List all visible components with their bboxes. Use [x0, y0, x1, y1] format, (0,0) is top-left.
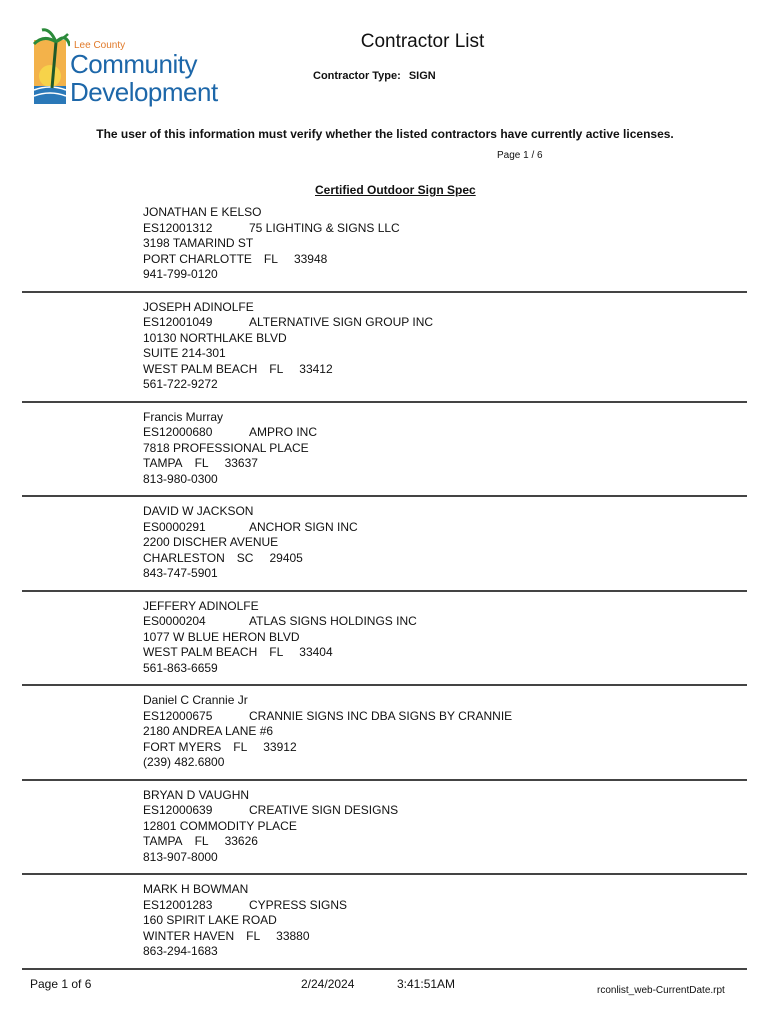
contractor-record [143, 882, 347, 960]
license-row [143, 803, 398, 819]
address-line: 3198 TAMARIND ST [143, 236, 254, 250]
company-name: ANCHOR SIGN INC [249, 519, 358, 534]
record-divider [22, 968, 747, 970]
address-line: 1077 W BLUE HERON BLVD [143, 629, 300, 644]
city: TAMPA [143, 834, 183, 848]
company-name: 75 LIGHTING & SIGNS LLC [249, 220, 400, 235]
contractor-name: JEFFERY ADINOLFE [143, 598, 259, 613]
license-row [143, 898, 347, 914]
contractor-name: Francis Murray [143, 409, 224, 424]
address-line: 2200 DISCHER AVENUE [143, 535, 279, 549]
address-line: 7818 PROFESSIONAL PLACE [143, 440, 309, 455]
record-divider [22, 495, 747, 497]
company-name: ALTERNATIVE SIGN GROUP INC [249, 315, 434, 329]
license-number: ES12000675 [143, 708, 213, 723]
city-state-zip [143, 456, 317, 472]
record-divider [22, 401, 747, 403]
phone: (239) 482.6800 [143, 755, 225, 769]
contractor-record [143, 205, 400, 283]
record-divider [22, 684, 747, 686]
city-state-zip [143, 645, 417, 661]
palm-tree-logo-icon [30, 28, 70, 108]
contractor-name: Daniel C Crannie Jr [143, 693, 248, 707]
contractor-name: JONATHAN E KELSO [143, 205, 262, 219]
state: FL [194, 456, 209, 470]
phone: 863-294-1683 [143, 944, 218, 958]
city: WEST PALM BEACH [143, 645, 258, 659]
address-line: SUITE 214-301 [143, 346, 226, 360]
footer-date: 2/24/2024 [301, 977, 355, 991]
contractor-name: BRYAN D VAUGHN [143, 787, 250, 802]
contractor-type-value: SIGN [408, 70, 436, 82]
company-name: CRANNIE SIGNS INC DBA SIGNS BY CRANNIE [249, 708, 513, 723]
city-state-zip [143, 929, 347, 945]
state: SC [236, 550, 254, 565]
zip: 33626 [224, 834, 258, 848]
phone: 813-907-8000 [143, 849, 218, 864]
license-row [143, 425, 317, 441]
license-number: ES12000680 [143, 425, 213, 439]
license-row [143, 520, 358, 536]
company-name: CYPRESS SIGNS [249, 897, 348, 912]
page-indicator: Page 1 / 6 [497, 150, 543, 161]
license-row [143, 315, 433, 331]
city-state-zip [143, 740, 512, 756]
phone: 941-799-0120 [143, 267, 218, 281]
company-name: AMPRO INC [249, 425, 318, 439]
city: WINTER HAVEN [143, 928, 235, 943]
contractor-record [143, 300, 433, 393]
logo-community-text: Community [70, 49, 197, 79]
zip: 29405 [269, 550, 303, 565]
city-state-zip [143, 834, 398, 850]
city: PORT CHARLOTTE [143, 251, 252, 266]
address-line: 10130 NORTHLAKE BLVD [143, 330, 287, 345]
contractor-record [143, 788, 398, 866]
state: FL [233, 739, 248, 754]
zip: 33948 [293, 251, 328, 266]
zip: 33412 [299, 361, 333, 376]
license-row [143, 221, 400, 237]
city-state-zip [143, 362, 433, 378]
section-title: Certified Outdoor Sign Spec [315, 183, 476, 197]
license-number: ES0000291 [143, 519, 206, 534]
license-number: ES0000204 [143, 614, 206, 628]
phone: 561-722-9272 [143, 377, 218, 391]
phone: 561-863-6659 [143, 660, 218, 675]
contractor-name: DAVID W JACKSON [143, 504, 254, 518]
address-line: 2180 ANDREA LANE #6 [143, 724, 274, 738]
license-number: ES12000639 [143, 803, 213, 817]
city-state-zip [143, 551, 358, 567]
city: WEST PALM BEACH [143, 361, 258, 376]
phone: 813-980-0300 [143, 471, 218, 486]
logo-development-text: Development [70, 77, 218, 107]
logo-county-text: Lee County [74, 40, 126, 51]
phone: 843-747-5901 [143, 566, 218, 580]
zip: 33880 [276, 928, 310, 943]
zip: 33912 [263, 739, 297, 754]
zip: 33404 [299, 645, 333, 659]
record-divider [22, 291, 747, 293]
state: FL [194, 834, 209, 848]
city: TAMPA [143, 456, 183, 470]
state: FL [269, 645, 284, 659]
address-line: 160 SPIRIT LAKE ROAD [143, 913, 277, 927]
contractor-name: MARK H BOWMAN [143, 882, 249, 896]
record-divider [22, 779, 747, 781]
record-divider [22, 590, 747, 592]
company-name: ATLAS SIGNS HOLDINGS INC [249, 614, 417, 628]
record-divider [22, 873, 747, 875]
state: FL [269, 361, 284, 376]
footer-page: Page 1 of 6 [30, 977, 92, 991]
contractor-record [143, 599, 417, 677]
contractor-record [143, 693, 512, 771]
license-number: ES12001283 [143, 897, 213, 912]
page-title: Contractor List [360, 31, 485, 52]
license-number: ES12001312 [143, 220, 213, 235]
state: FL [246, 928, 261, 943]
state: FL [263, 251, 278, 266]
license-notice: The user of this information must verify whether the listed contractors have currently active licenses. [96, 127, 674, 141]
city: CHARLESTON [143, 550, 225, 565]
contractor-record [143, 504, 358, 582]
contractor-type-label: Contractor Type: [313, 70, 401, 82]
contractor-record [143, 410, 317, 488]
contractor-name: JOSEPH ADINOLFE [143, 299, 254, 314]
license-number: ES12001049 [143, 315, 213, 329]
zip: 33637 [224, 456, 258, 470]
address-line: 12801 COMMODITY PLACE [143, 818, 297, 833]
footer-time: 3:41:51AM [397, 977, 456, 991]
contractor-type [313, 70, 436, 82]
city: FORT MYERS [143, 739, 222, 754]
footer-report-name: rconlist_web-CurrentDate.rpt [597, 985, 725, 996]
license-row [143, 709, 512, 725]
license-row [143, 614, 417, 630]
city-state-zip [143, 252, 400, 268]
lee-county-logo [30, 28, 218, 110]
company-name: CREATIVE SIGN DESIGNS [249, 803, 399, 817]
